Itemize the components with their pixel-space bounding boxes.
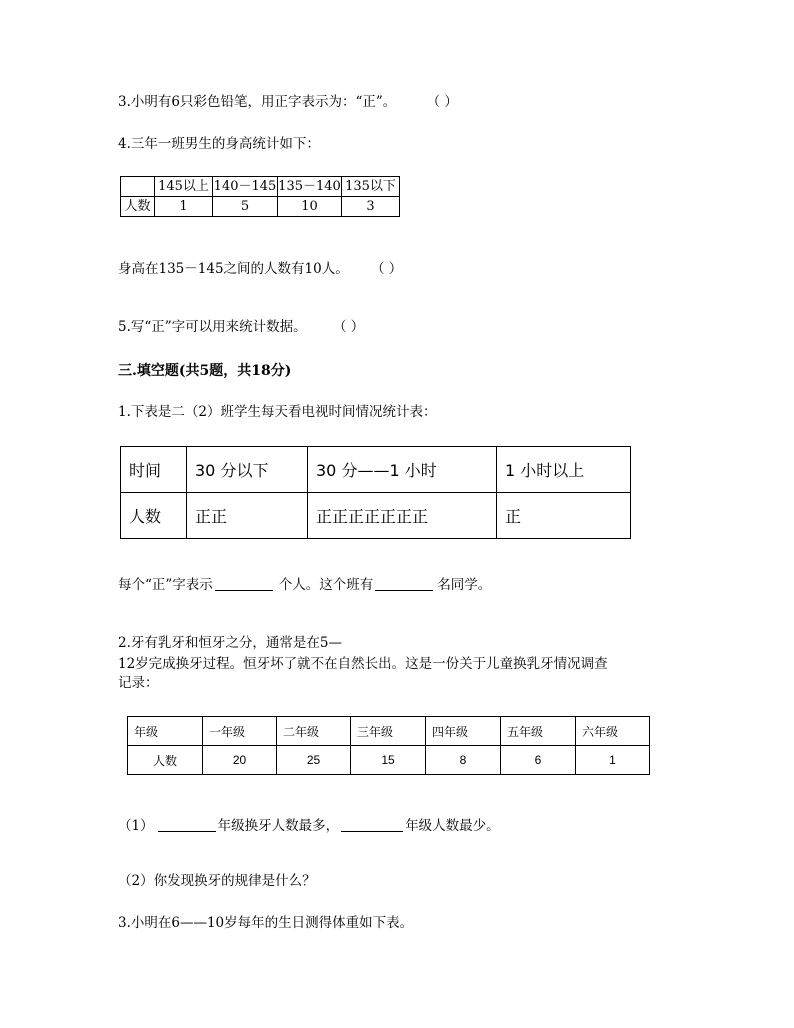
table-row	[128, 746, 650, 775]
table-cell: 5	[213, 197, 278, 217]
answer-blank[interactable]	[158, 817, 216, 832]
table-cell	[121, 177, 155, 197]
table-cell: 正正正正正正正	[308, 493, 497, 539]
table-cell: 6	[501, 746, 576, 775]
table-cell: 10	[278, 197, 342, 217]
table-row	[121, 447, 631, 493]
answer-parentheses: （ ）	[426, 94, 458, 110]
table-cell: 时间	[121, 447, 187, 493]
answer-blank[interactable]	[341, 817, 403, 832]
sentence-part: 个人。这个班有	[278, 577, 374, 593]
table-cell: 25	[277, 746, 351, 775]
table-row	[121, 177, 400, 197]
tooth-survey-table	[127, 716, 650, 775]
table-cell: 3	[342, 197, 400, 217]
question-5	[118, 318, 364, 336]
answer-parentheses: （ ）	[332, 319, 365, 335]
fill-2-line: 2.牙有乳牙和恒牙之分，通常是在5—	[118, 635, 342, 651]
table-cell: 30 分以下	[187, 447, 308, 493]
fill-3-title: 3.小明在6——10岁每年的生日测得体重如下表。	[118, 915, 414, 931]
answer-parentheses: （ ）	[371, 261, 403, 277]
question-4-title: 4.三年一班男生的身高统计如下：	[118, 136, 320, 152]
fill-1-sentence	[118, 576, 491, 594]
table-cell: 30 分——1 小时	[308, 447, 497, 493]
height-stats-table	[120, 176, 400, 217]
tv-time-table	[120, 446, 631, 539]
table-cell: 一年级	[203, 717, 277, 746]
table-cell: 人数	[121, 197, 155, 217]
fill-2-sub-1	[118, 817, 500, 835]
statement-text: 身高在135－145之间的人数有10人。	[118, 261, 349, 277]
fill-2-sub-2: （2）你发现换牙的规律是什么？	[118, 873, 316, 889]
sentence-part: （1）	[118, 818, 154, 834]
table-row	[121, 493, 631, 539]
table-cell: 1 小时以上	[497, 447, 631, 493]
answer-blank[interactable]	[375, 576, 433, 591]
table-cell: 正	[497, 493, 631, 539]
table-cell: 140－145	[213, 177, 278, 197]
section-title: 三.填空题(共5题，共18分)	[118, 363, 292, 379]
table-row	[128, 717, 650, 746]
sentence-part: 年级人数最少。	[405, 818, 500, 834]
fill-2-line: 记录：	[118, 675, 159, 691]
table-cell: 1	[155, 197, 213, 217]
answer-blank[interactable]	[215, 576, 273, 591]
table-cell: 135－140	[278, 177, 342, 197]
table-cell: 20	[203, 746, 277, 775]
sentence-part: 名同学。	[437, 577, 492, 593]
table-cell: 145以上	[155, 177, 213, 197]
table-cell: 五年级	[501, 717, 576, 746]
fill-1-title: 1.下表是二（2）班学生每天看电视时间情况统计表：	[118, 404, 437, 420]
table-cell: 三年级	[351, 717, 426, 746]
table-cell: 人数	[128, 746, 203, 775]
fill-2-line: 12岁完成换牙过程。恒牙坏了就不在自然长出。这是一份关于儿童换乳牙情况调查	[118, 656, 608, 672]
table-cell: 135以下	[342, 177, 400, 197]
table-cell: 二年级	[277, 717, 351, 746]
question-3-text: 3.小明有6只彩色铅笔，用正字表示为：“正”。	[118, 94, 397, 110]
table-cell: 1	[576, 746, 650, 775]
table-cell: 六年级	[576, 717, 650, 746]
table-row	[121, 197, 400, 217]
question-5-text: 5.写“正”字可以用来统计数据。	[118, 319, 307, 335]
question-4-statement	[118, 260, 402, 278]
sentence-part: 每个“正”字表示	[118, 577, 213, 593]
question-3	[118, 93, 458, 111]
table-cell: 年级	[128, 717, 203, 746]
table-cell: 15	[351, 746, 426, 775]
table-cell: 人数	[121, 493, 187, 539]
sentence-part: 年级换牙人数最多，	[217, 818, 340, 834]
table-cell: 8	[426, 746, 501, 775]
table-cell: 四年级	[426, 717, 501, 746]
table-cell: 正正	[187, 493, 308, 539]
